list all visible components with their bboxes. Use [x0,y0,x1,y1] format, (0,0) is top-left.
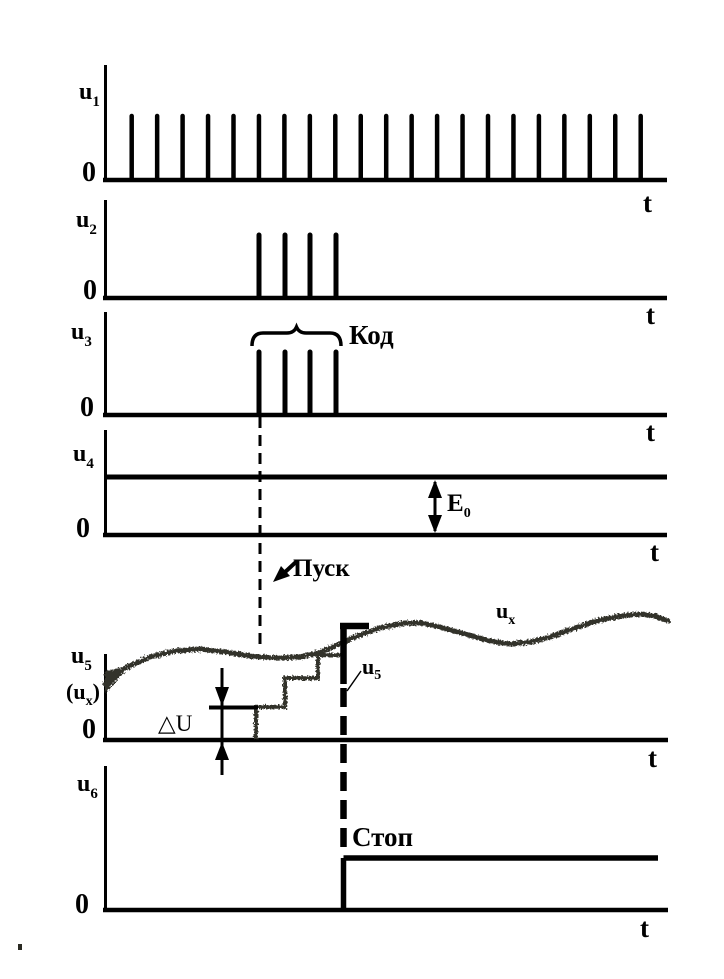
delta-u-label: △U [158,711,193,737]
clock-pulse-train [132,116,641,178]
u5-t-label: t [648,743,657,773]
u2-t-label: t [646,300,655,330]
u4-axis-label: $u_4$ [73,441,94,472]
panel-u5 [66,598,668,853]
code-brace [252,327,341,346]
u4-t-label: t [650,537,659,567]
u5-zero-label: 0 [82,714,96,745]
u6-zero-label: 0 [75,889,89,920]
panel-u1 [79,65,667,218]
u2-zero-label: 0 [83,275,97,306]
u1-t-label: t [643,188,652,218]
input-signal-curve [105,614,668,684]
u5-axis-label: $u_5$ [71,643,92,674]
ux-label: $u_x$ [496,598,516,628]
u4-zero-label: 0 [76,513,90,544]
delta-u-arrow-up-icon [215,742,229,760]
panel-u4 [73,430,667,567]
curve-start-wedge [105,666,130,693]
u5-callout-label: $u_5$ [362,654,382,683]
panel-u6 [75,766,668,943]
u5-ux-paren-label: $(u_x)$ [66,679,100,709]
u5-callout-line [347,671,361,691]
e0-arrow-up-icon [428,480,442,498]
u3-axis-label: $u_3$ [71,319,92,350]
stray-mark [18,944,22,950]
u3-t-label: t [646,417,655,447]
pusk-label: Пуск [293,555,350,582]
u6-axis-label: $u_6$ [77,771,98,802]
code-annotation: Код [349,320,394,350]
stop-label: Стоп [352,822,414,852]
u2-code-pulses [259,235,336,296]
e0-label: $E_0$ [447,490,471,521]
u1-axis-label: $u_1$ [79,79,100,110]
e0-arrow-down-icon [428,515,442,533]
u3-code-pulses [259,352,336,413]
u6-t-label: t [640,913,649,943]
u3-zero-label: 0 [80,392,94,423]
panel-u2 [76,200,667,330]
delta-u-arrow-down-icon [215,687,229,706]
panel-u3 [71,312,667,447]
u2-axis-label: $u_2$ [76,207,97,238]
u1-zero-label: 0 [82,157,96,188]
staircase-trace [256,655,343,739]
